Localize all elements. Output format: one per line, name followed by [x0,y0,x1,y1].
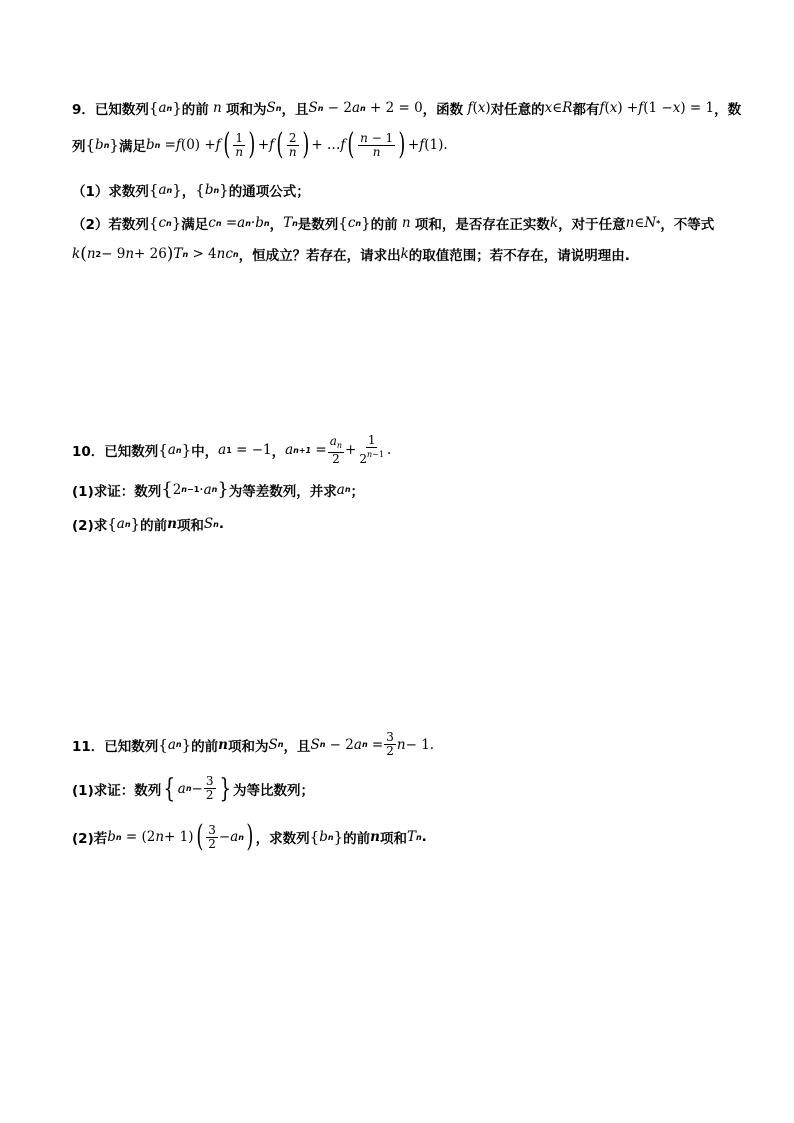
problem-11-q1: (1)求证：数列 { a n − $\frac{3}{2}$ } 为等比数列； [72,773,315,804]
problem-9 [72,92,742,272]
problem-9-q1: （1）求数列 { a n } ， { b n } 的通项公式； [72,181,310,200]
problem-9-q2-line-2: k ( n 2 − 9 n + 26 ) T n > 4 nc n ，恒成立？若存在，请求出 k 的取值范围；若不存在，请说明理由. [72,244,630,264]
problem-10 [72,430,734,540]
problem-10-q2: (2)求 { a n } 的前 n 项和 S n . [72,515,225,534]
problem-11-line-1: 11．已知数列 { a n } 的前 n 项和为 S n ，且 S n − 2 a n = $\frac{3}{2}$ n − 1. [72,730,435,758]
problem-9-line-1: 9．已知数列 { a n } 的前 n 项和为 S n ，且 S n − 2 a n + 2 = 0 ，函数 f ( x ) 对任意的 x ∈ R 都有 f ( x ) + f (1 − x ) = 1 ，数 [72,99,742,118]
problem-11 [72,727,734,857]
problem-9-line-2: 列 { b n } 满足 b n = f (0) + f ( $\frac{1}{n}$ ) + f ( $\frac{2}{n}$ ) + … f ( $\frac{n - 1}{n}$ ) + f (1). [72,127,448,162]
problem-9-q2: （2）若数列 { c n } 满足 c n = a n · b n ， T n 是数列 { c n } 的前 n 项和，是否存在正实数 k ，对于任意 n ∈ N * ，不等式 [72,214,715,233]
problem-11-q2: (2)若 b n = (2 n + 1) ( $\frac{3}{2}$ − a n ) ，求数列 { b n } 的前 n 项和 T n . [72,819,427,854]
problem-10-q1: (1)求证：数列 { 2 n−1 · a n } 为等差数列，并求 a n ； [72,479,365,500]
p9-text: 9．已知数列 [72,102,149,118]
problem-10-line-1: 10．已知数列 { a n } 中， a 1 = −1 ， a n+1 = $\frac{a_n}{2}$ + $\frac{1}{2^{n-1}}$ . [72,433,392,466]
